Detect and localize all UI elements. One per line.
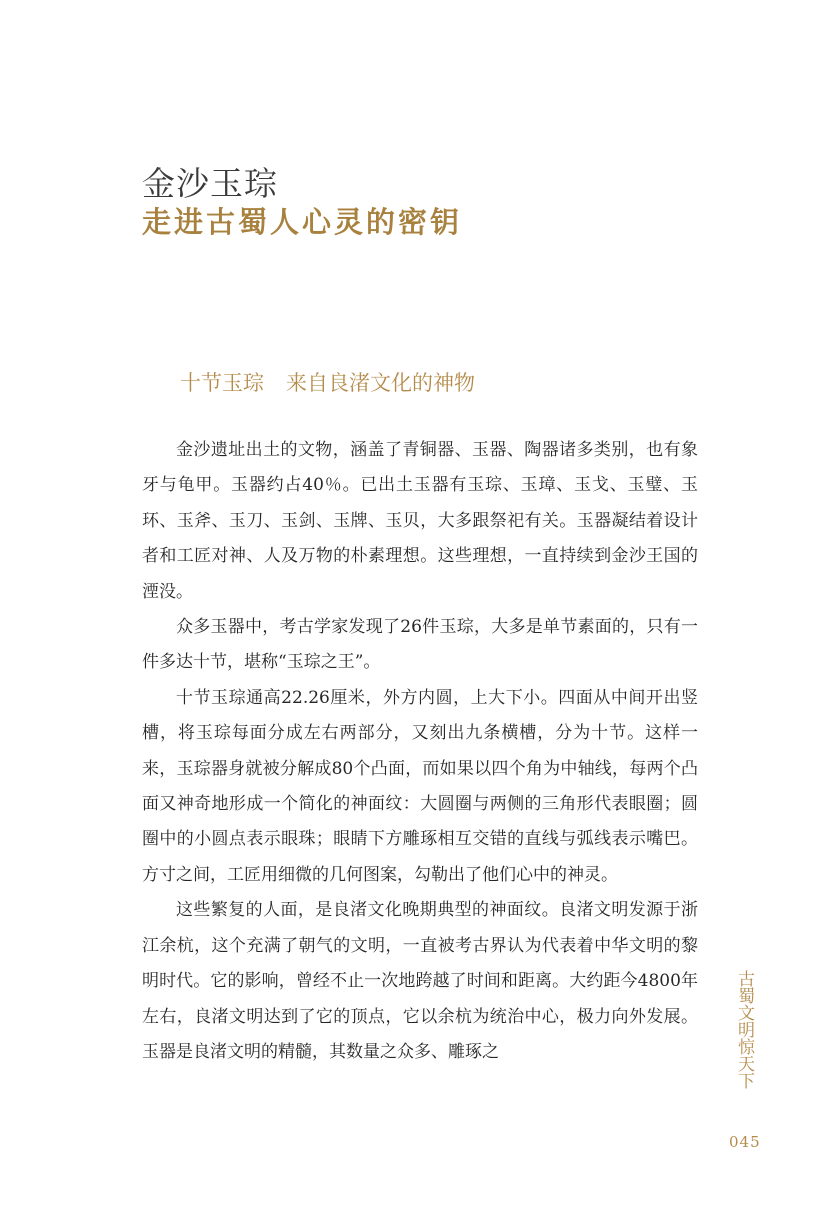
page-title: 金沙玉琮 (142, 164, 278, 203)
paragraph: 这些繁复的人面，是良渚文化晚期典型的神面纹。良渚文明发源于浙江余杭，这个充满了朝气的文明，一直被考古界认为代表着中华文明的黎明时代。它的影响，曾经不止一次地跨越了时间和距离。大约距今4800年左右，良渚文明达到了它的顶点，它以余杭为统治中心，极力向外发展。玉器是良渚文明的精髓，其数量之众多、雕琢之 (142, 900, 698, 1062)
section-heading (180, 367, 475, 397)
page-subtitle: 走进古蜀人心灵的密钥 (142, 205, 463, 239)
section-heading-subtitle: 来自良渚文化的神物 (286, 371, 475, 395)
paragraph: 十节玉琮通高22.26厘米，外方内圆，上大下小。四面从中间开出竖槽，将玉琮每面分成左右两部分，又刻出九条横槽，分为十节。这样一来，玉琮器身就被分解成80个凸面，而如果以四个角为中轴线，每两个凸面又神奇地形成一个简化的神面纹：大圆圈与两侧的三角形代表眼圈；圆圈中的小圆点表示眼珠；眼睛下方雕琢相互交错的直线与弧线表示嘴巴。方寸之间，工匠用细微的几何图案，勾勒出了他们心中的神灵。 (142, 687, 698, 885)
running-header-vertical: 古蜀文明惊天下 (734, 970, 754, 1089)
paragraph: 金沙遗址出土的文物，涵盖了青铜器、玉器、陶器诸多类别，也有象牙与龟甲。玉器约占40％。已出土玉器有玉琮、玉璋、玉戈、玉璧、玉环、玉斧、玉刀、玉剑、玉牌、玉贝，大多跟祭祀有关。玉器凝结着设计者和工匠对神、人及万物的朴素理想。这些理想，一直持续到金沙王国的湮没。 (142, 440, 698, 602)
paragraph: 众多玉器中，考古学家发现了26件玉琮，大多是单节素面的，只有一件多达十节，堪称“玉琮之王”。 (142, 617, 698, 673)
page-number: 045 (729, 1133, 761, 1151)
section-heading-title: 十节玉琮 (180, 371, 264, 395)
body-text (142, 433, 698, 1070)
